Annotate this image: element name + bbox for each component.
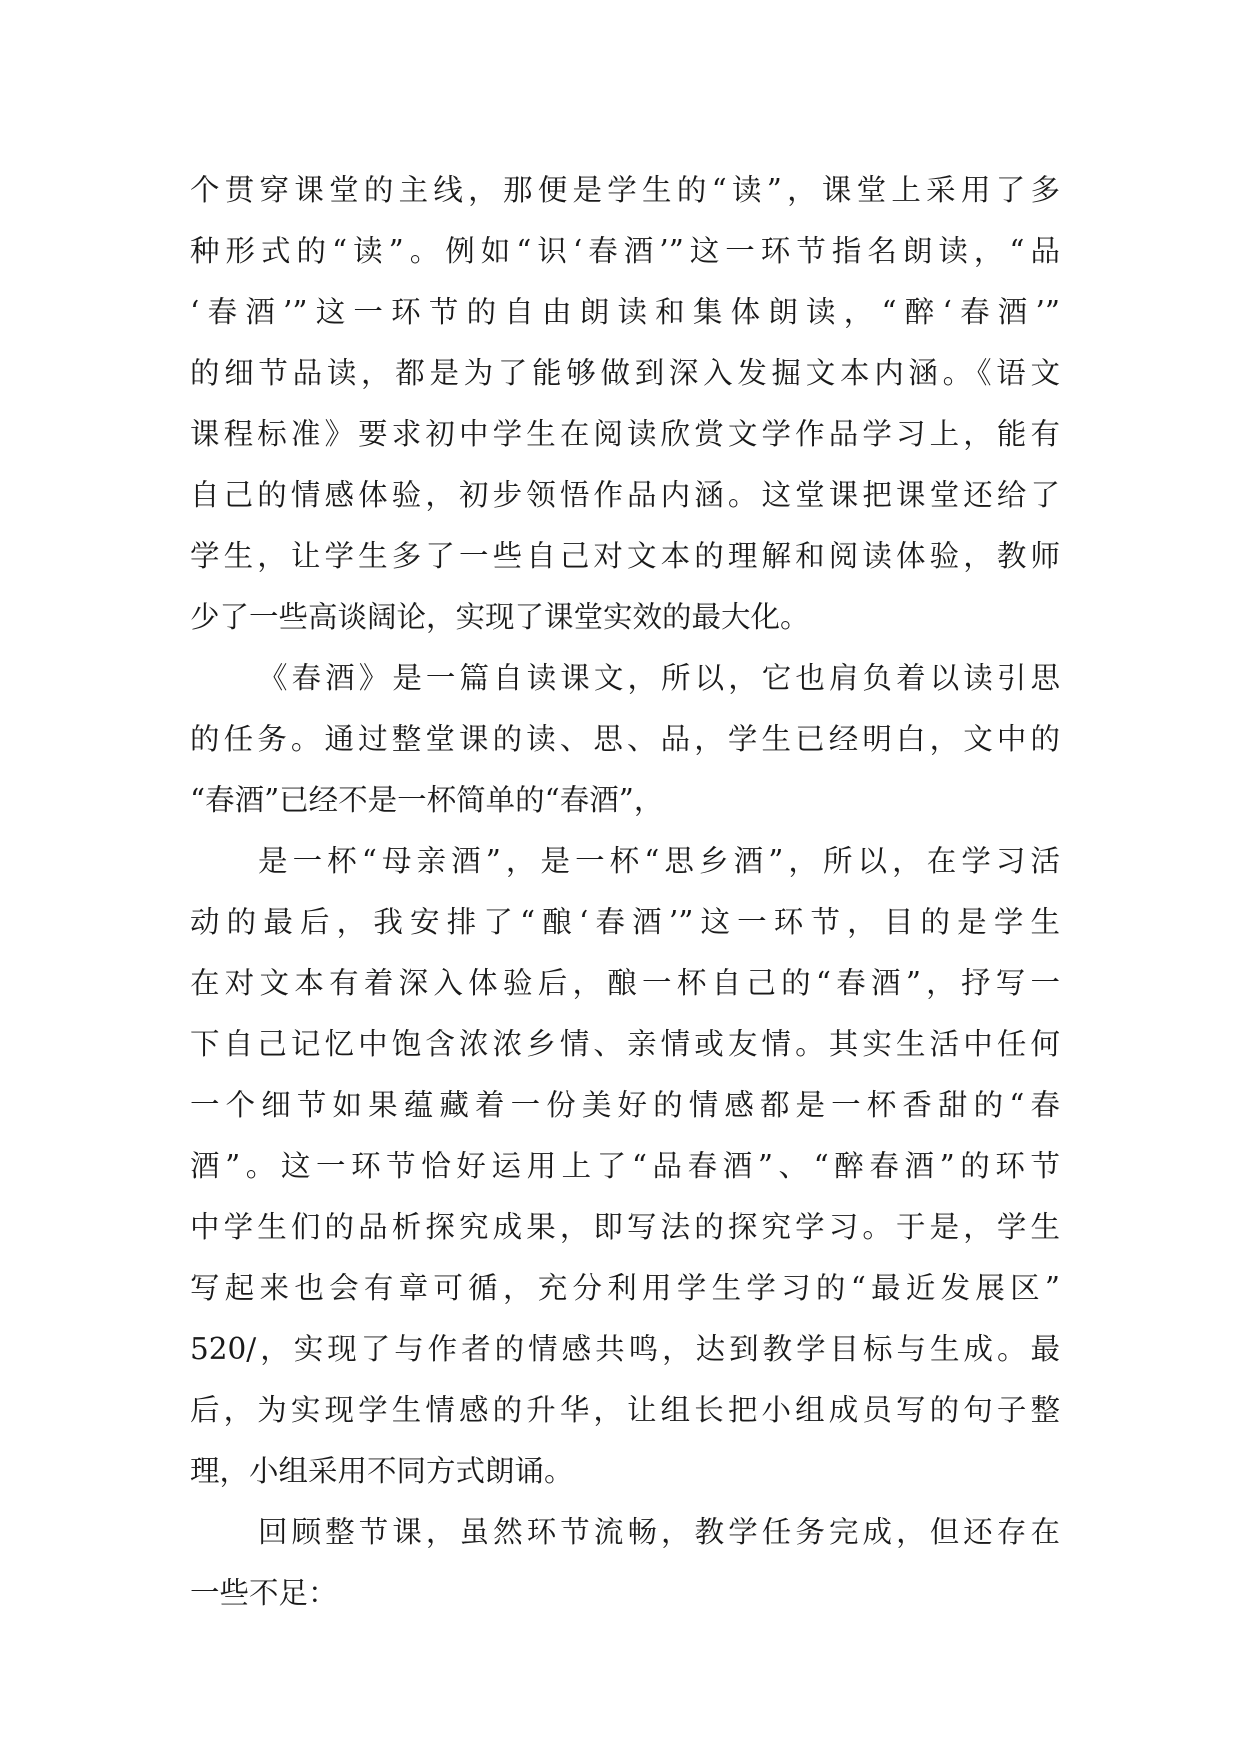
text-line: 一个细节如果蕴藏着一份美好的情感都是一杯香甜的“春: [190, 1088, 1060, 1122]
text-line: 动的最后，我安排了“酿‘春酒’”这一环节，目的是学生: [190, 905, 1060, 939]
text-line: 回顾整节课，虽然环节流畅，教学任务完成，但还存在: [258, 1515, 1060, 1549]
text-line: 种形式的“读”。例如“识‘春酒’”这一环节指名朗读，“品: [190, 234, 1060, 268]
text-line: 在对文本有着深入体验后，酿一杯自己的“春酒”，抒写一: [190, 966, 1060, 1000]
text-line: ‘春酒’”这一环节的自由朗读和集体朗读，“醉‘春酒’”: [190, 295, 1060, 329]
text-line: 下自己记忆中饱含浓浓乡情、亲情或友情。其实生活中任何: [190, 1027, 1060, 1061]
text-line: 理，小组采用不同方式朗诵。: [190, 1454, 574, 1488]
text-line: 一些不足：: [190, 1576, 338, 1610]
text-line: 是一杯“母亲酒”，是一杯“思乡酒”，所以，在学习活: [258, 844, 1060, 878]
text-line: 写起来也会有章可循，充分利用学生学习的“最近发展区”: [190, 1271, 1060, 1305]
body-text: [190, 160, 1060, 1624]
text-line: 学生，让学生多了一些自己对文本的理解和阅读体验，教师: [190, 539, 1060, 573]
text-line: 《春酒》是一篇自读课文，所以，它也肩负着以读引思: [258, 661, 1060, 695]
text-line: 中学生们的品析探究成果，即写法的探究学习。于是，学生: [190, 1210, 1060, 1244]
text-line: 个贯穿课堂的主线，那便是学生的“读”，课堂上采用了多: [190, 173, 1060, 207]
text-line: 少了一些高谈阔论，实现了课堂实效的最大化。: [190, 600, 810, 634]
text-line: 自己的情感体验，初步领悟作品内涵。这堂课把课堂还给了: [190, 478, 1060, 512]
text-line: 后，为实现学生情感的升华，让组长把小组成员写的句子整: [190, 1393, 1060, 1427]
text-line: “春酒”已经不是一杯简单的“春酒”，: [190, 783, 664, 817]
text-line: 课程标准》要求初中学生在阅读欣赏文学作品学习上，能有: [190, 417, 1060, 451]
text-line: 酒”。这一环节恰好运用上了“品春酒”、“醉春酒”的环节: [190, 1149, 1060, 1183]
text-line: 520/，实现了与作者的情感共鸣，达到教学目标与生成。最: [190, 1332, 1060, 1366]
text-line: 的细节品读，都是为了能够做到深入发掘文本内涵。《语文: [190, 356, 1060, 390]
text-line: 的任务。通过整堂课的读、思、品，学生已经明白，文中的: [190, 722, 1060, 756]
